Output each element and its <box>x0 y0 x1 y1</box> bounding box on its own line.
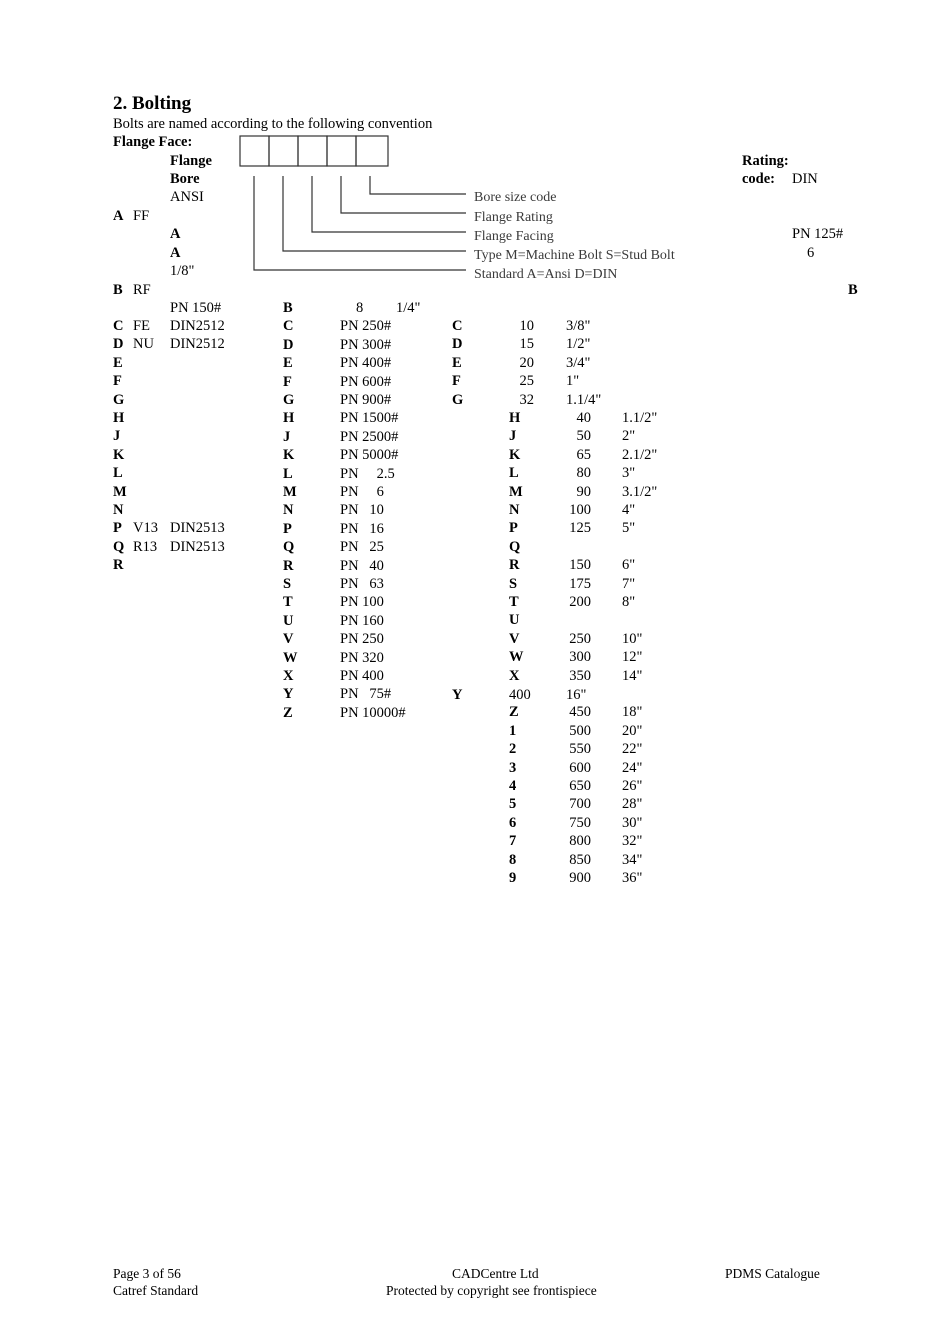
face-code: H <box>113 410 125 426</box>
bore-dn: 800 <box>569 833 591 850</box>
bore-code: J <box>509 428 517 445</box>
bore-dn: 15 <box>519 336 534 353</box>
rating-label: Rating: <box>742 153 789 169</box>
bore-code: 7 <box>509 833 517 850</box>
bore-dn: 80 <box>576 465 591 482</box>
leader-bore-size <box>370 176 466 194</box>
face-code: J <box>113 428 121 445</box>
bore-code: H <box>509 410 521 426</box>
bore-dn: 250 <box>569 630 591 647</box>
face-name: FE <box>133 318 150 334</box>
rating-code: M <box>283 484 297 500</box>
bore-code: W <box>509 649 524 666</box>
face-code: E <box>113 354 123 371</box>
footer-copyright: Protected by copyright see frontispiece <box>386 1283 597 1298</box>
rating-value: PN 100 <box>340 594 384 611</box>
code-box-4 <box>327 136 356 166</box>
bore-dn: 150 <box>569 557 591 574</box>
rating-value: PN 1500# <box>340 410 399 427</box>
rating-code: C <box>283 318 294 335</box>
rating-code: R <box>283 557 294 574</box>
face-standard: DIN2512 <box>170 336 225 353</box>
quarter-inch: 1/4" <box>396 300 421 316</box>
din-rating-b: B <box>848 282 858 298</box>
face-code: D <box>113 336 124 353</box>
face-name: FF <box>133 208 150 224</box>
bore-label: Bore <box>170 171 200 187</box>
rating-value: PN 10000# <box>340 704 406 721</box>
face-code: G <box>113 391 125 408</box>
rating-code: H <box>283 410 295 427</box>
face-code: M <box>113 483 127 500</box>
rating-value: PN 63 <box>340 576 384 592</box>
bore-inch: 3" <box>622 465 636 482</box>
bore-inch: 18" <box>622 704 643 721</box>
bore-dn: 350 <box>569 667 591 684</box>
rating-code: X <box>283 668 294 684</box>
bore-inch: 36" <box>622 870 643 886</box>
bore-code: V <box>509 630 520 647</box>
face-name: R13 <box>133 538 158 555</box>
footer-standard: Catref Standard <box>113 1283 199 1298</box>
bore-y-inch: 16" <box>566 687 587 703</box>
bore-inch: 1.1/2" <box>622 410 658 426</box>
bore-inch: 20" <box>622 722 643 739</box>
rating-value: 8 <box>356 300 364 316</box>
bore-dn: 300 <box>569 649 591 666</box>
face-code: R <box>113 557 124 574</box>
bore-code: 9 <box>509 870 517 886</box>
rating-value: PN 400# <box>340 355 392 372</box>
bore-y-code: Y <box>452 687 463 703</box>
bore-code: 8 <box>509 851 517 868</box>
bore-dn: 32 <box>519 391 534 408</box>
rating-code: J <box>283 428 291 445</box>
din-bore-6: 6 <box>807 245 815 261</box>
face-name: V13 <box>133 520 158 537</box>
face-standard: DIN2512 <box>170 318 225 334</box>
rating-value: PN 10 <box>340 502 384 519</box>
bore-dn: 500 <box>569 722 591 739</box>
diagram-label-type: Type M=Machine Bolt S=Stud Bolt <box>474 248 675 263</box>
bore-dn: 650 <box>569 778 591 794</box>
face-code: K <box>113 446 125 463</box>
diagram-label-flange-rating: Flange Rating <box>474 210 553 225</box>
bore-inch: 8" <box>622 594 636 610</box>
bore-code: D <box>452 336 463 353</box>
rating-value: PN 160 <box>340 612 384 629</box>
diagram-label-flange-facing: Flange Facing <box>474 229 554 244</box>
bore-inch: 3.1/2" <box>622 483 658 500</box>
eighth-inch: 1/8" <box>170 263 195 279</box>
rating-code: S <box>283 576 292 592</box>
footer-catalogue: PDMS Catalogue <box>725 1266 820 1281</box>
bore-inch: 24" <box>622 759 643 776</box>
face-standard: DIN2513 <box>170 538 225 555</box>
bore-inch: 10" <box>622 630 643 647</box>
face-code: P <box>113 520 122 537</box>
rating-value: PN 75# <box>340 686 392 703</box>
bore-code: L <box>509 465 519 482</box>
bore-inch: 3/4" <box>566 354 591 371</box>
bore-inch: 1" <box>566 373 580 390</box>
bore-dn: 200 <box>569 594 591 610</box>
code-box-3 <box>298 136 327 166</box>
rating-code: G <box>283 392 295 408</box>
rating-code: L <box>283 465 293 482</box>
bore-y-dn: 400 <box>509 687 531 703</box>
rating-value: PN 25 <box>340 539 384 556</box>
bore-inch: 28" <box>622 796 643 813</box>
code-box-2 <box>269 136 298 166</box>
rating-code: P <box>283 520 292 537</box>
rating-value: PN 250 <box>340 631 384 648</box>
bore-code: K <box>509 446 521 463</box>
rating-code: D <box>283 336 294 353</box>
bore-dn: 550 <box>569 741 591 758</box>
bore-dn: 100 <box>569 502 591 518</box>
naming-diagram <box>0 0 950 300</box>
bore-code: Q <box>509 538 521 555</box>
bore-dn: 10 <box>519 318 534 334</box>
bore-inch: 26" <box>622 778 643 794</box>
code-label: code: <box>742 171 776 187</box>
bore-code: G <box>452 391 464 408</box>
rating-code: Z <box>283 704 293 721</box>
rating-value: PN 400 <box>340 668 384 684</box>
rating-value: PN 900# <box>340 392 392 408</box>
bore-code: E <box>452 354 462 371</box>
ansi-a-code-2: A <box>170 245 181 261</box>
rating-code: U <box>283 612 294 629</box>
bore-dn: 700 <box>569 796 591 813</box>
bore-dn: 850 <box>569 851 591 868</box>
flange-label: Flange <box>170 153 212 169</box>
bore-inch: 14" <box>622 667 643 684</box>
bore-dn: 90 <box>576 483 591 500</box>
bore-code: 2 <box>509 741 517 758</box>
bore-dn: 40 <box>576 410 591 426</box>
bore-inch: 6" <box>622 557 636 574</box>
bore-inch: 32" <box>622 833 643 850</box>
diagram-label-bore-size: Bore size code <box>474 190 557 205</box>
bore-code: C <box>452 318 463 334</box>
rating-code: T <box>283 594 293 611</box>
face-code: L <box>113 465 123 482</box>
bore-code: X <box>509 667 520 684</box>
face-code: B <box>113 282 123 298</box>
bore-inch: 1.1/4" <box>566 391 602 408</box>
bore-inch: 3/8" <box>566 318 591 334</box>
rating-value: PN 600# <box>340 373 392 390</box>
bore-dn: 25 <box>519 373 534 390</box>
bore-code: 5 <box>509 796 517 813</box>
bore-inch: 4" <box>622 502 636 518</box>
pn150-label: PN 150# <box>170 300 222 316</box>
din-label: DIN <box>792 171 818 187</box>
face-code: A <box>113 208 124 224</box>
rating-value: PN 6 <box>340 484 384 500</box>
bore-code: N <box>509 502 520 518</box>
rating-value: PN 250# <box>340 318 392 335</box>
rating-code: V <box>283 631 294 648</box>
section-heading: 2. Bolting <box>113 93 192 114</box>
bore-inch: 12" <box>622 649 643 666</box>
bore-dn: 600 <box>569 759 591 776</box>
bore-code: Z <box>509 704 519 721</box>
face-standard: DIN2513 <box>170 520 225 537</box>
face-name: NU <box>133 336 154 353</box>
face-code: Q <box>113 538 125 555</box>
rating-value: PN 2500# <box>340 428 399 445</box>
bore-code: S <box>509 575 518 592</box>
bore-inch: 2" <box>622 428 636 445</box>
rating-code: K <box>283 447 295 464</box>
bore-dn: 450 <box>569 704 591 721</box>
bore-code: R <box>509 557 520 574</box>
face-code: C <box>113 318 124 334</box>
bore-code: U <box>509 612 520 629</box>
bore-code: 1 <box>509 722 517 739</box>
bore-inch: 30" <box>622 814 643 831</box>
leader-standard <box>254 176 466 270</box>
bore-code: 6 <box>509 814 517 831</box>
bore-code: F <box>452 373 461 390</box>
rating-code: F <box>283 373 292 390</box>
bore-inch: 34" <box>622 851 643 868</box>
bore-dn: 50 <box>576 428 591 445</box>
footer-page: Page 3 of 56 <box>113 1266 181 1281</box>
rating-value: PN 16 <box>340 520 384 537</box>
bore-dn: 65 <box>576 446 591 463</box>
rating-value: PN 320 <box>340 649 384 666</box>
rating-code: B <box>283 300 293 316</box>
ansi-label: ANSI <box>170 189 204 205</box>
rating-code: Q <box>283 539 295 556</box>
bore-dn: 175 <box>569 575 591 592</box>
bore-inch: 5" <box>622 520 636 537</box>
bore-inch: 1/2" <box>566 336 591 353</box>
rating-value: PN 5000# <box>340 447 399 464</box>
flange-face-label: Flange Face: <box>113 134 193 150</box>
bore-code: P <box>509 520 518 537</box>
bore-code: 3 <box>509 759 517 776</box>
footer-company: CADCentre Ltd <box>452 1266 539 1281</box>
rating-value: PN 40 <box>340 557 384 574</box>
code-box-5 <box>356 136 388 166</box>
rating-value: PN 300# <box>340 336 392 353</box>
code-box-1 <box>240 136 269 166</box>
face-name: RF <box>133 282 151 298</box>
rating-value: PN 2.5 <box>340 465 395 482</box>
ansi-a-code: A <box>170 226 181 242</box>
rating-code: E <box>283 355 293 372</box>
bore-dn: 900 <box>569 870 591 886</box>
intro-text: Bolts are named according to the following convention <box>113 116 433 132</box>
face-code: F <box>113 373 122 390</box>
rating-code: Y <box>283 686 294 703</box>
leader-flange-facing <box>312 176 466 232</box>
bore-dn: 750 <box>569 814 591 831</box>
pn125-label: PN 125# <box>792 226 844 242</box>
bore-code: T <box>509 594 519 610</box>
bore-inch: 2.1/2" <box>622 446 658 463</box>
diagram-label-standard: Standard A=Ansi D=DIN <box>474 267 618 282</box>
rating-code: W <box>283 649 298 666</box>
bore-dn: 20 <box>519 354 534 371</box>
face-code: N <box>113 502 124 518</box>
bore-dn: 125 <box>569 520 591 537</box>
bore-code: 4 <box>509 778 517 794</box>
rating-code: N <box>283 502 294 519</box>
bore-inch: 22" <box>622 741 643 758</box>
bore-inch: 7" <box>622 575 636 592</box>
bore-code: M <box>509 483 523 500</box>
